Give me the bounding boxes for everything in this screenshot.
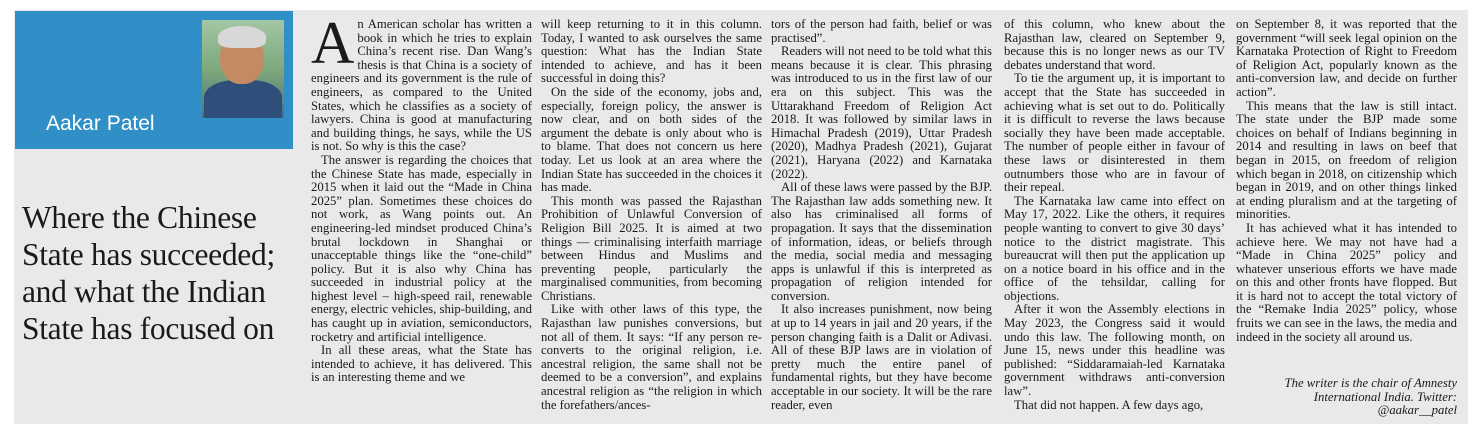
paragraph: Like with other laws of this type, the Rajasthan law punishes conversions, but not all of them. It says: “If any person re-converts to the original religion, i.e. ancestral religion, the same shall not be deemed to be a conversion”, and explains ancestral religion as “the religion in which the forefathers/ances- (541, 302, 762, 412)
paragraph: On the side of the economy, jobs and, especially, foreign policy, the answer is now clear, and on both sides of the argument the debate is only about who is to blame. That does not concern us here today. Let us look at an area where the Indian State has succeeded in the choices it has made. (541, 84, 762, 195)
column-1 (311, 10, 532, 385)
paragraph: This month was passed the Rajasthan Prohibition of Unlawful Conversion of Religion Bill 2025. It is aimed at two things — criminalising interfaith marriage between Hindus and Muslims and preventing people, particularly the marginalised communities, from becoming Christians. (541, 193, 762, 303)
drop-cap: A (311, 10, 355, 76)
paragraph: The answer is regarding the choices that the Chinese State has made, especially in 2015 when it laid out the “Made in China 2025” plan. Sometimes these choices do not work, as Wang points out. An engineering-led mindset produced China’s brutal lockdown in Shanghai or unacceptable things like the “one-child” policy. But it is also why China has succeeded in industrial policy at the highest level – high-speed rail, renewable energy, electric vehicles, ship-building, and has caught up in aviation, semiconductors, rocketry and artificial intelligence. (311, 152, 532, 344)
paragraph: will keep returning to it in this column. Today, I wanted to ask ourselves the same question: What has the Indian State intended to achieve, and has it been successful in doing this? (541, 17, 762, 86)
paragraph: That did not happen. A few days ago, (1014, 397, 1204, 412)
column-3 (771, 18, 992, 412)
paragraph: An American scholar has written a book in which he tries to explain China’s recent rise. Dan Wang’s thesis is that China is a society of engineers and its government is the rule of engineers, as compared to the United States, which he classifies as a society of lawyers. China is good at manufacturing and building things, he says, while the US is not. So why is this the case? (311, 10, 532, 154)
paragraph: In all these areas, what the State has intended to achieve, it has delivered. This is an interesting theme and we (311, 343, 532, 385)
author-photo (202, 20, 284, 118)
author-credit: The writer is the chair of Amnesty International India. Twitter: @aakar__patel (1284, 376, 1457, 418)
headline: Where the Chinese State has succeeded; and what the Indian State has focused on (22, 200, 275, 346)
paragraph: The Karnataka law came into effect on May 17, 2022. Like the others, it requires people wanting to convert to give 30 days’ notice to the district magistrate. This bureaucrat will then put the application up on a notice board in his office and in the office of the tehsildar, calling for objections. (1004, 193, 1225, 303)
paragraph: This means that the law is still intact. The state under the BJP made some choices on behalf of Indians beginning in 2014 and resulting in laws on beef that began in 2015, on freedom of religion which began in 2018, on citizenship which began in 2019, and on other things linked at ending pluralism and at the targeting of minorities. (1236, 98, 1457, 222)
paragraph: of this column, who knew about the Rajasthan law, cleared on September 9, because this is no longer news as our TV debates understand that word. (1004, 17, 1225, 72)
paragraph: To tie the argument up, it is important to accept that the State has succeeded in achieving what is set out to do. Politically it is difficult to reverse the laws because socially they have been made acceptable. The number of people either in favour of these laws or disinterested in them outnumbers those who are in favour of their repeal. (1004, 71, 1225, 195)
paragraph: tors of the person had faith, belief or was practised”. (771, 17, 992, 45)
paragraph: All of these laws were passed by the BJP. The Rajasthan law adds something new. It also has criminalised all forms of propagation. It says that the dissemination of information, ideas, or beliefs through the media, social media and messaging apps is unlawful if this is interpreted as propagation of religion intended for conversion. (771, 180, 992, 303)
paragraph: After it won the Assembly elections in May 2023, the Congress said it would undo this law. The following month, on June 15, news under this headline was published: “Siddaramaiah-led Karnataka government withdraws anti-conversion law”. (1004, 302, 1225, 399)
column-2 (541, 18, 762, 412)
paragraph: Readers will not need to be told what this means because it is clear. This phrasing was introduced to us in the first law of our era on this subject. This was the Uttarakhand Freedom of Religion Act 2018. It was followed by similar laws in Himachal Pradesh (2019), Uttar Pradesh (2020), Madhya Pradesh (2021), Gujarat (2021), Haryana (2022) and Karnataka (2022). (771, 44, 992, 181)
paragraph: It also increases punishment, now being at up to 14 years in jail and 20 years, if the person changing faith is a Dalit or Adivasi. All of these BJP laws are in violation of pretty much the entire panel of fundamental rights, but they have become acceptable in our society. It will be the rare reader, even (771, 302, 992, 412)
paragraph: It has achieved what it has intended to achieve here. We may not have had a “Made in China 2025” policy and whatever unserious efforts we have made on this and other fronts have flopped. But it is hard not to accept the total victory of the “Remake India 2025” policy, whose fruits we can see in the laws, the media and indeed in the society all around us. (1236, 220, 1457, 344)
column-4 (1004, 18, 1225, 412)
column-5 (1236, 18, 1457, 344)
author-name: Aakar Patel (46, 112, 155, 135)
paragraph: on September 8, it was reported that the government “will seek legal opinion on the Karnataka Protection of Right to Freedom of Religion Act, popularly known as the anti-conversion law, and decide on further action”. (1236, 17, 1457, 99)
